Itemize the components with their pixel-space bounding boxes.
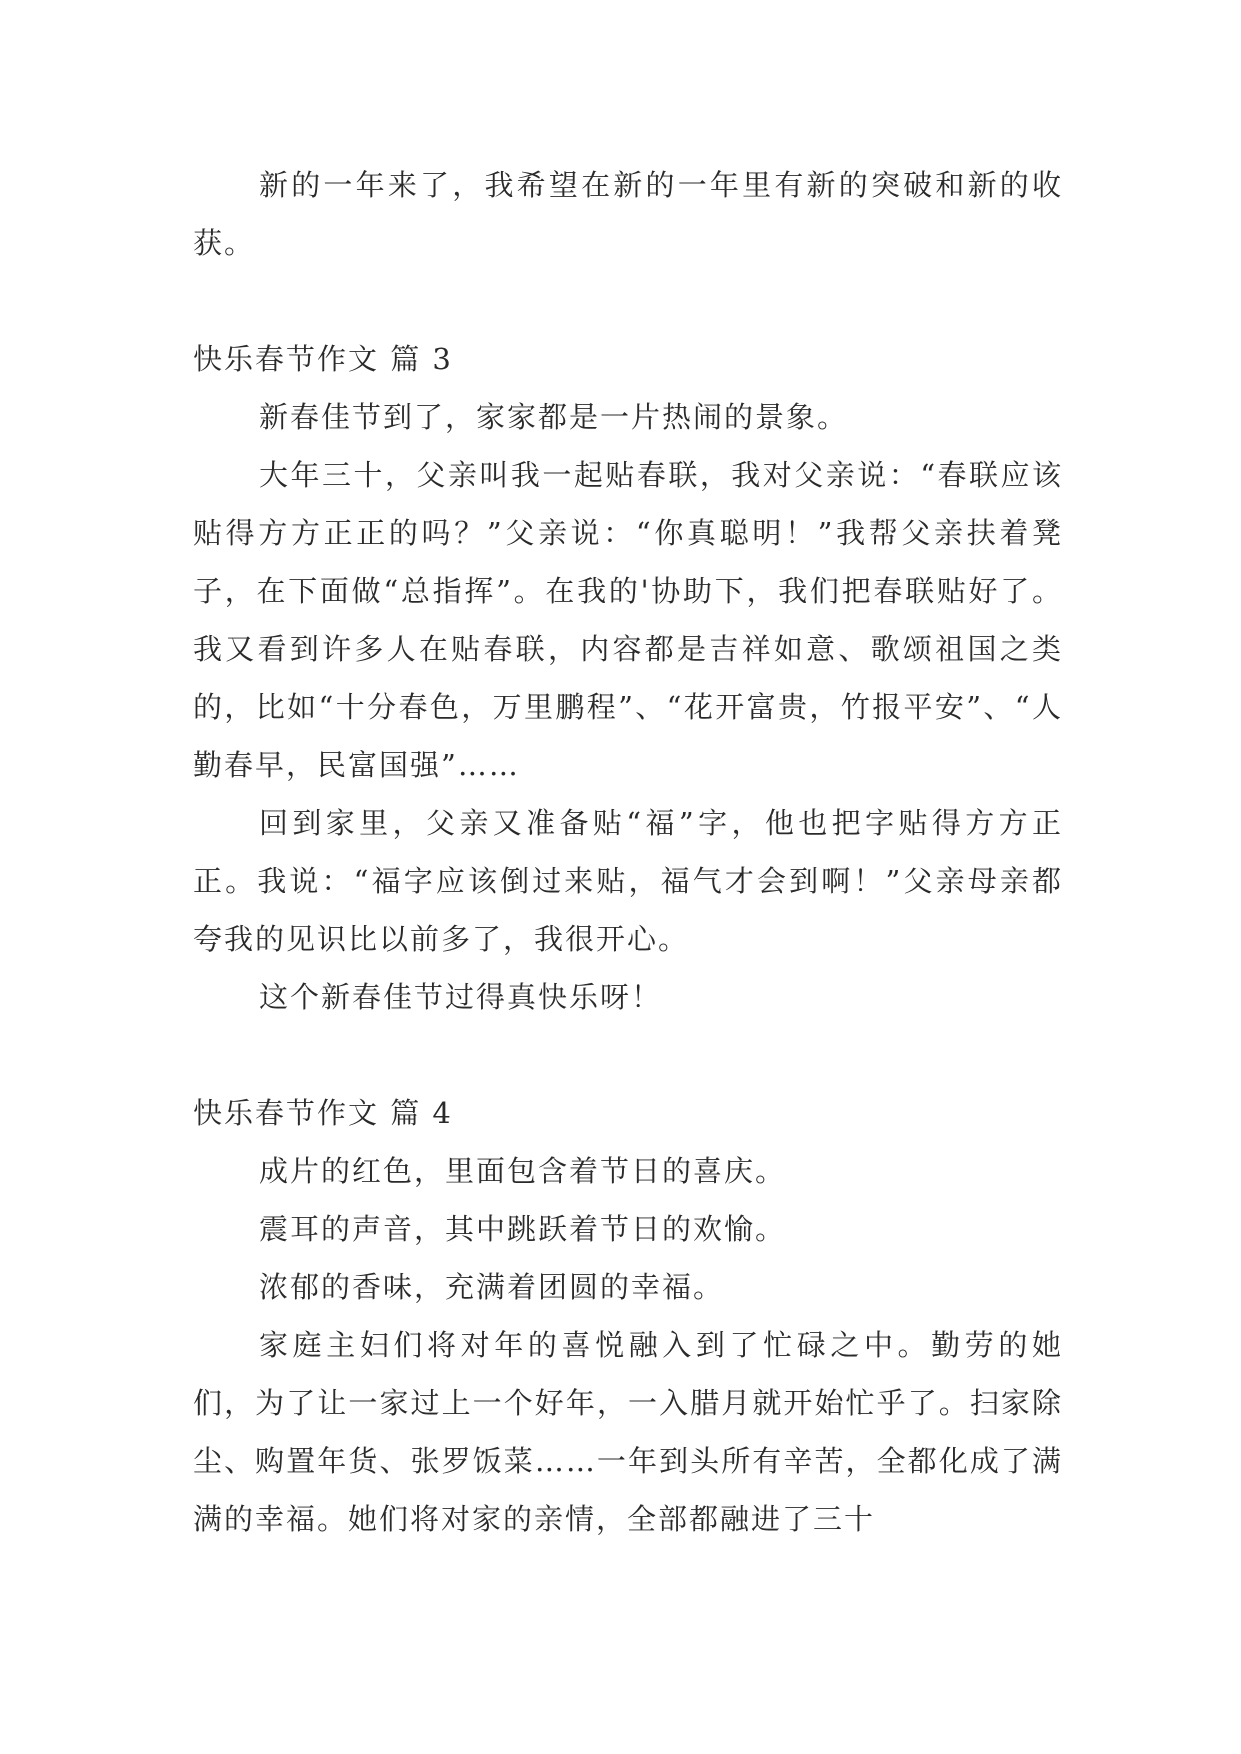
section4-paragraph-3: 浓郁的香味，充满着团圆的幸福。 <box>259 1270 725 1304</box>
section3-paragraph-3: 回到家里，父亲又准备贴“福”字，他也把字贴得方方正正。我说：“福字应该倒过来贴，福气才会到啊！”父亲母亲都夸我的见识比以前多了，我很开心。 <box>193 806 1063 956</box>
section3-paragraph-1: 新春佳节到了，家家都是一片热闹的景象。 <box>259 400 849 434</box>
document-body <box>193 156 1063 1548</box>
section3-heading: 快乐春节作文 篇 3 <box>193 342 453 376</box>
intro-paragraph: 新的一年来了，我希望在新的一年里有新的突破和新的收获。 <box>193 168 1063 260</box>
section3-paragraph-2: 大年三十，父亲叫我一起贴春联，我对父亲说：“春联应该贴得方方正正的吗？”父亲说：“你真聪明！”我帮父亲扶着凳子，在下面做“总指挥”。在我的'协助下，我们把春联贴好了。我又看到许多人在贴春联，内容都是吉祥如意、歌颂祖国之类的，比如“十分春色，万里鹏程”、“花开富贵，竹报平安”、“人勤春早，民富国强”…… <box>193 458 1063 782</box>
section4-paragraph-1: 成片的红色，里面包含着节日的喜庆。 <box>259 1154 787 1188</box>
section4-paragraph-2: 震耳的声音，其中跳跃着节日的欢愉。 <box>259 1212 787 1246</box>
section4-paragraph-4: 家庭主妇们将对年的喜悦融入到了忙碌之中。勤劳的她们，为了让一家过上一个好年，一入腊月就开始忙乎了。扫家除尘、购置年货、张罗饭菜……一年到头所有辛苦，全都化成了满满的幸福。她们将对家的亲情，全部都融进了三十 <box>193 1328 1063 1536</box>
section-spacer <box>193 1026 1063 1084</box>
section-spacer <box>193 272 1063 330</box>
section4-heading: 快乐春节作文 篇 4 <box>193 1096 453 1130</box>
section3-paragraph-4: 这个新春佳节过得真快乐呀！ <box>259 980 663 1014</box>
